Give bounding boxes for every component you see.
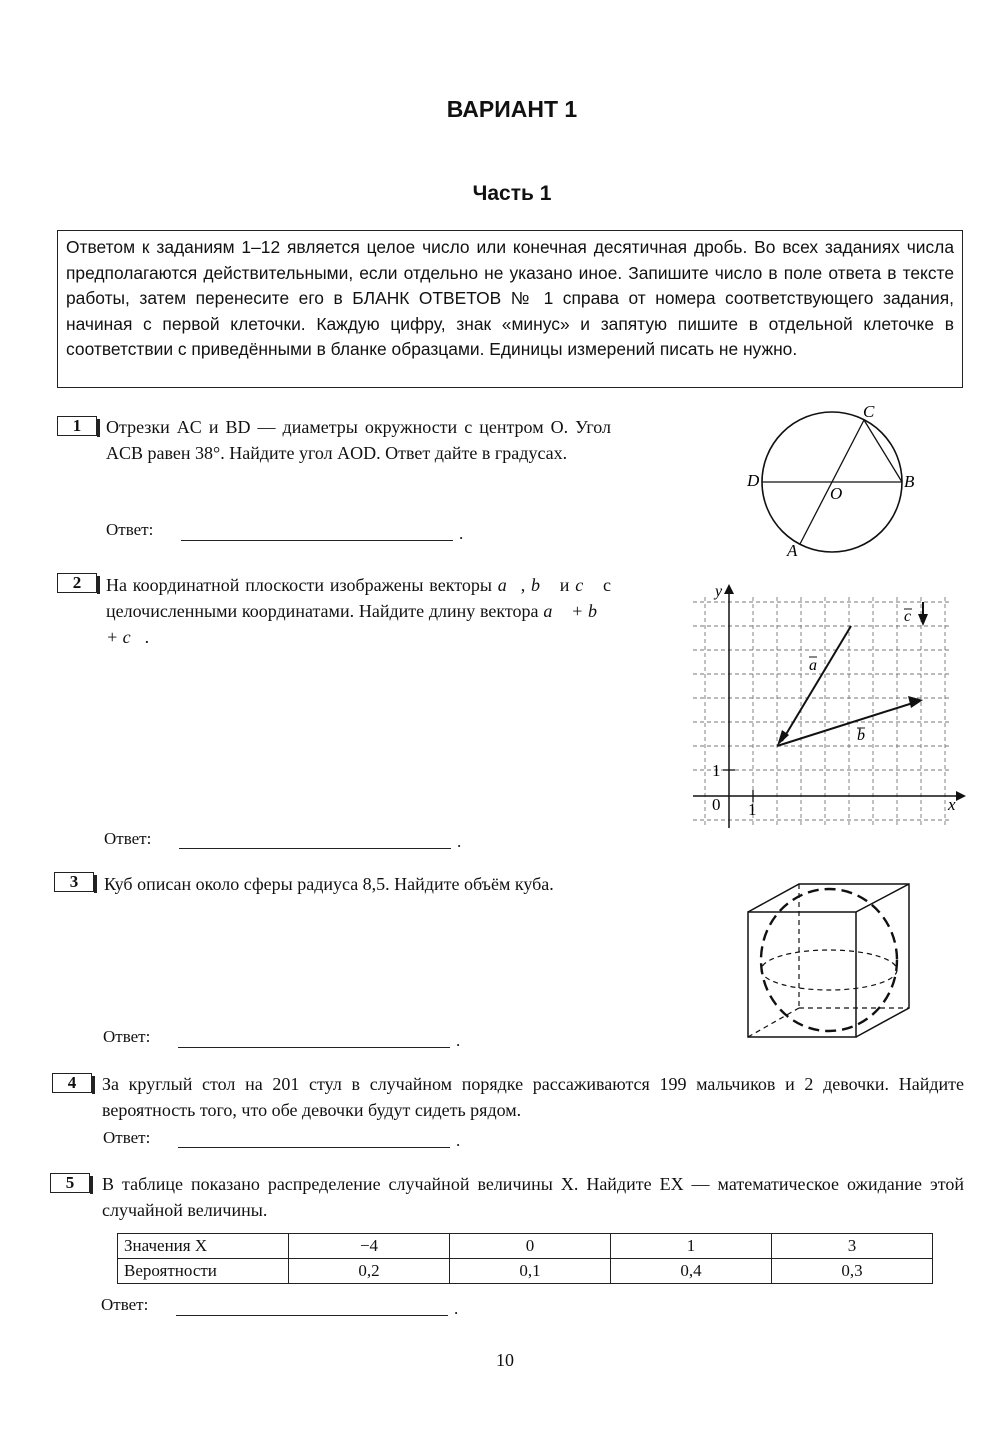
variant-title: ВАРИАНТ 1 xyxy=(446,96,578,122)
cube-hidden-edges xyxy=(748,884,909,1037)
grid xyxy=(693,597,952,826)
label-x: x xyxy=(948,795,956,814)
circle-figure xyxy=(740,404,930,564)
task-2-text-mid: с целочисленными координатами. Найдите длину вектора xyxy=(106,575,611,621)
label-vector-c: c xyxy=(904,608,912,625)
table-cell: 0,3 xyxy=(772,1259,933,1284)
table-cell: 0,2 xyxy=(289,1259,450,1284)
vector-sum-inline: a⃗ + b⃗ + c⃗ xyxy=(106,601,611,647)
answer-dot-5: . xyxy=(454,1299,459,1318)
x-axis-arrow xyxy=(956,791,966,801)
instructions-box: Ответом к заданиям 1–12 является целое число или конечная десятичная дробь. Во всех заданиях числа предполагаются действительными, если отдельно не указано иное. Запишите число в поле ответа в тексте работы, затем перенесите его в БЛАНК ОТВЕТОВ № 1 справа от номера соответствующего задания, начиная с первой клеточки. Каждую цифру, знак «минус» и запятую пишите в отдельной клеточке в соответствии с приведёнными в бланке образцами. Единицы измерений писать не нужно. xyxy=(57,230,963,388)
answer-dot-4: . xyxy=(456,1131,461,1150)
label-b: B xyxy=(904,472,915,491)
table-cell: 1 xyxy=(611,1234,772,1259)
label-o: O xyxy=(830,484,843,503)
part-title: Часть 1 xyxy=(472,182,552,205)
label-c: C xyxy=(863,404,875,421)
label-one-x: 1 xyxy=(748,800,757,819)
vector-b xyxy=(777,702,916,746)
task-number-5: 5 xyxy=(50,1173,90,1193)
vector-c-head xyxy=(918,614,928,626)
y-axis-arrow xyxy=(724,584,734,594)
answer-field-5[interactable] xyxy=(176,1315,448,1316)
answer-field-4[interactable] xyxy=(178,1147,450,1148)
label-a: A xyxy=(787,541,798,560)
task-2-text-pre: На координатной плоскости изображены векторы xyxy=(106,575,492,595)
answer-dot-2: . xyxy=(457,832,462,851)
table-row-label: Значения X xyxy=(118,1234,289,1259)
task-4-text: За круглый стол на 201 стул в случайном порядке рассаживаются 199 мальчиков и 2 девочки. Найдите вероятность того, что обе девочки будут сидеть рядом. xyxy=(102,1074,964,1120)
answer-label-5: Ответ: xyxy=(101,1295,149,1314)
sphere-equator xyxy=(761,950,897,990)
page-number: 10 xyxy=(496,1350,514,1370)
vector-a xyxy=(782,626,851,741)
chord-cb xyxy=(864,420,902,482)
cube xyxy=(748,884,909,1037)
answer-field-3[interactable] xyxy=(178,1047,450,1048)
vector-grid-figure xyxy=(690,580,970,835)
table-row-values xyxy=(118,1234,933,1259)
vector-b-inline: b⃗ xyxy=(531,575,555,595)
task-number-2: 2 xyxy=(57,573,97,593)
vector-c-inline: c⃗ xyxy=(575,575,598,595)
task-number-1: 1 xyxy=(57,416,97,436)
sphere xyxy=(761,889,897,1031)
distribution-table xyxy=(117,1233,933,1284)
task-1-text: Отрезки AC и BD — диаметры окружности с центром O. Угол ACB равен 38°. Найдите угол AOD. Ответ дайте в градусах. xyxy=(106,417,611,463)
task-number-4: 4 xyxy=(52,1073,92,1093)
task-number-3: 3 xyxy=(54,872,94,892)
answer-label-2: Ответ: xyxy=(104,829,152,848)
answer-field-1[interactable] xyxy=(181,540,453,541)
vector-a-inline: a⃗ xyxy=(497,575,521,595)
table-cell: 3 xyxy=(772,1234,933,1259)
table-cell: 0 xyxy=(450,1234,611,1259)
label-zero: 0 xyxy=(712,795,721,814)
label-y: y xyxy=(715,583,723,600)
table-row-probabilities xyxy=(118,1259,933,1284)
answer-dot-3: . xyxy=(456,1031,461,1050)
answer-label-3: Ответ: xyxy=(103,1027,151,1046)
label-vector-b: b xyxy=(857,727,865,744)
table-cell: 0,4 xyxy=(611,1259,772,1284)
table-cell: −4 xyxy=(289,1234,450,1259)
label-vector-a: a xyxy=(809,657,817,674)
table-row-label: Вероятности xyxy=(118,1259,289,1284)
label-one-y: 1 xyxy=(712,761,721,780)
task-5-text: В таблице показано распределение случайной величины X. Найдите EX — математическое ожидание этой случайной величины. xyxy=(102,1174,964,1220)
task-3-text: Куб описан около сферы радиуса 8,5. Найдите объём куба. xyxy=(104,874,554,894)
answer-field-2[interactable] xyxy=(179,848,451,849)
label-d: D xyxy=(747,471,760,490)
answer-label-1: Ответ: xyxy=(106,520,154,539)
answer-label-4: Ответ: xyxy=(103,1128,151,1147)
cube-sphere-figure xyxy=(742,880,917,1045)
task-2-text: На координатной плоскости изображены векторы a⃗, b⃗ и c⃗ с целочисленными координатами. Найдите длину вектора a⃗ + b⃗ + c⃗. xyxy=(106,575,611,647)
table-cell: 0,1 xyxy=(450,1259,611,1284)
answer-dot-1: . xyxy=(459,524,464,543)
